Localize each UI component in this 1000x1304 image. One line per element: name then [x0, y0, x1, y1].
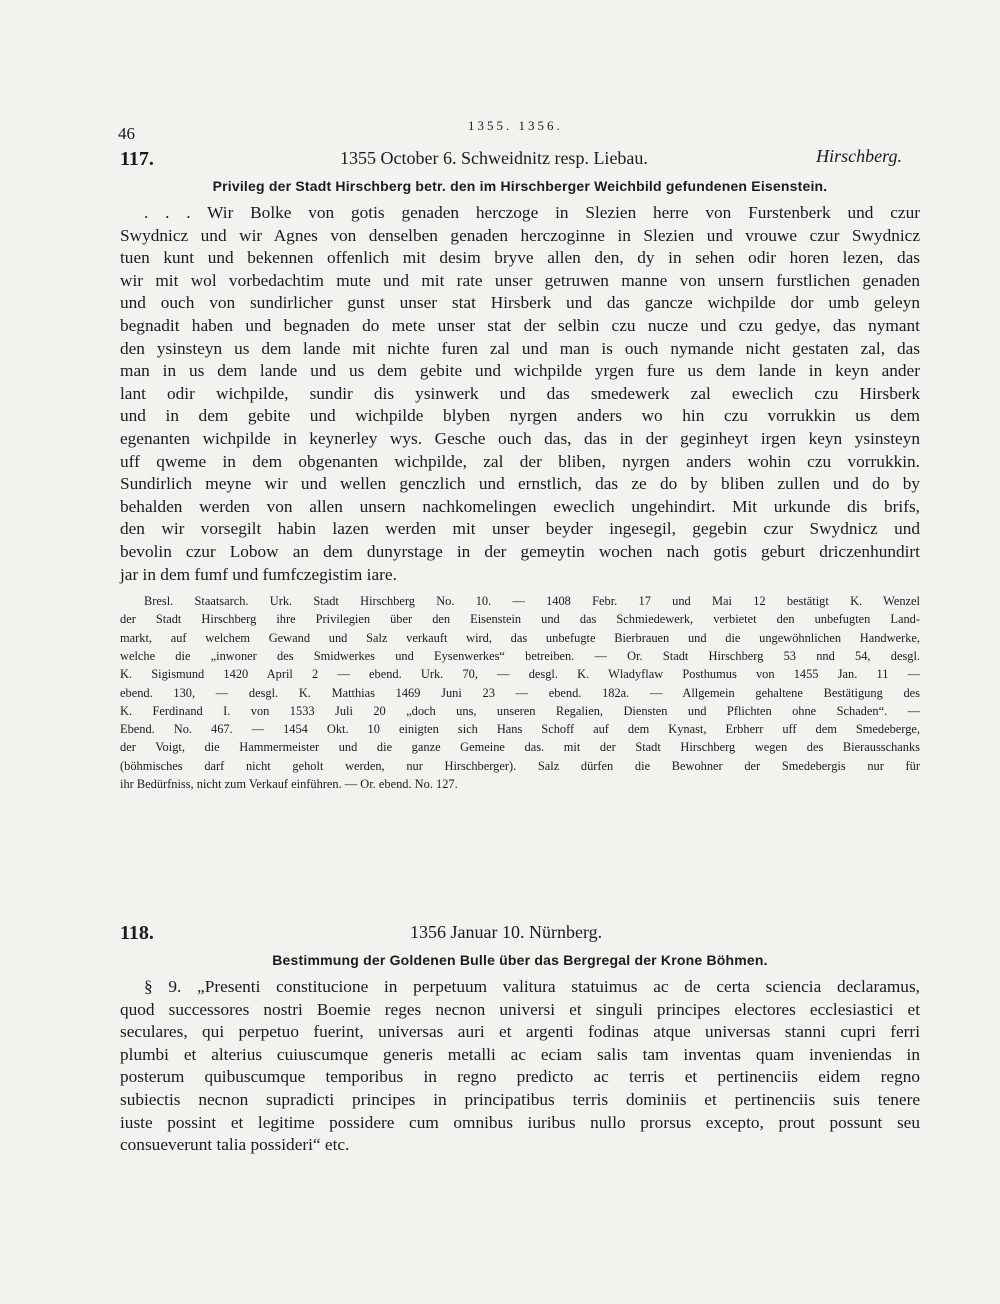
body-line: den wir vorsegilt habin lazen werden mit unser beyder ingesegil, gegebin czur Swydnicz und	[120, 519, 920, 539]
document-place: Hirschberg.	[816, 146, 902, 166]
document-number: 118.	[120, 922, 154, 944]
body-line: uff qweme in dem obgenanten wichpilde, zal der bliben, nyrgen anders wohin czu vorrukkin.	[120, 451, 920, 471]
body-line: und ouch von sundirlicher gunst unser stat Hirsberk und das gancze wichpilde dor umb geleyn	[120, 293, 920, 313]
body-line: und in dem gebite und wichpilde blyben nyrgen anders wo hin czu vorrukkin us dem	[120, 406, 920, 426]
document-117	[120, 146, 920, 793]
body-line: plumbi et alterius cuiuscumque generis metalli ac eciam salis tam inventas quam inveniendas in	[120, 1044, 920, 1064]
body-line: iuste possint et legitime possidere cum omnibus iuribus nullo prorsus excepto, prout possunt seu	[120, 1112, 920, 1132]
document-118	[120, 920, 920, 1157]
body-line: tuen kunt und bekennen offenlich mit desim bryve allen den, dy in sehen odir horen lezen, das	[120, 248, 920, 268]
body-line: . . . Wir Bolke von gotis genaden herczoge in Slezien herre von Furstenberk und czur	[144, 203, 920, 222]
body-line: bevolin czur Lobow an dem dunyrstage in der gemeytin wochen nach gotis geburt driczenhundirt	[120, 541, 920, 561]
running-head	[118, 118, 908, 148]
note-line: Bresl. Staatsarch. Urk. Stadt Hirschberg No. 10. — 1408 Febr. 17 und Mai 12 bestätigt K. Wenzel	[144, 594, 920, 609]
document-body	[120, 976, 920, 1157]
document-header	[120, 920, 920, 950]
document-header	[120, 146, 920, 176]
body-line: consueverunt talia possideri“ etc.	[120, 1135, 350, 1155]
body-line: behalden werden von allen unsern nachkomelingen eweclich ungehindirt. Mit urkunde dis brifs,	[120, 496, 920, 516]
source-notes	[120, 592, 920, 793]
note-line: markt, auf welchem Gewand und Salz verkauft wird, das unbefugte Bierbrauen und die ungewöhnlichen Handwerke,	[120, 630, 920, 645]
document-number: 117.	[120, 148, 154, 170]
body-line: man in us dem lande und us dem gebite und wichpilde yrgen fure us dem lande in keyn ander	[120, 361, 920, 381]
body-line: seculares, qui perpetuo fuerint, universas auri et argenti fodinas atque universas stanni cupri ferri	[120, 1022, 920, 1042]
note-line: K. Sigismund 1420 April 2 — ebend. Urk. 70, — desgl. K. Wladyflaw Posthumus von 1455 Jan. 11 —	[120, 667, 920, 682]
document-body	[120, 202, 920, 586]
page-number: 46	[118, 124, 135, 143]
body-line: jar in dem fumf und fumfczegistim iare.	[120, 564, 397, 584]
body-line: lant odir wichpilde, sundir dis ysinwerk und das smedewerk zal eweclich czu Hirsberk	[120, 383, 920, 403]
note-line: der Stadt Hirschberg ihre Privilegien über den Eisenstein und das Schmiedewerk, verbietet den unbefugten Land-	[120, 612, 920, 627]
running-head-years: 1355. 1356.	[468, 118, 563, 133]
body-line: begnadit haben und begnaden do mete unser stat der selbin czu nucze und czu gedye, das nymant	[120, 315, 920, 335]
note-line: Ebend. No. 467. — 1454 Okt. 10 einigten sich Hans Schoff auf dem Kynast, Erbherr uff dem Smedeberge,	[120, 722, 920, 737]
body-line: posterum quibuscumque temporibus in regno predicto ac terris et pertinenciis eidem regno	[120, 1067, 920, 1087]
body-line: den ysinsteyn us dem lande mit nichte furen zal und man is ouch nymande nicht gestaten zal, das	[120, 338, 920, 358]
body-line: Sundirlich meyne wir und wellen genczlich und ernstlich, das ze do by bliben zullen und do by	[120, 474, 920, 494]
note-line: K. Ferdinand I. von 1533 Juli 20 „doch uns, unseren Regalien, Diensten und Pflichten ohne Schaden“. —	[120, 703, 920, 718]
body-line: egenanten wichpilde in keynerley wys. Gesche ouch das, das in der geginheyt irgen keyn ysinsteyn	[120, 428, 920, 448]
document-date: 1356 Januar 10. Nürnberg.	[410, 922, 603, 942]
note-line: der Voigt, die Hammermeister und die ganze Gemeine das. mit der Stadt Hirschberg wegen des Bierausschanks	[120, 740, 920, 755]
document-date: 1355 October 6. Schweidnitz resp. Liebau.	[340, 148, 648, 168]
body-line: quod successores nostri Boemie reges necnon universi et singuli principes electores ecclesiastici et	[120, 999, 920, 1019]
note-line: ebend. 130, — desgl. K. Matthias 1469 Juni 23 — ebend. 182a. — Allgemein gehaltene Bestätigung des	[120, 685, 920, 700]
document-title: Privileg der Stadt Hirschberg betr. den im Hirschberger Weichbild gefundenen Eisenstein.	[212, 178, 828, 194]
body-line: § 9. „Presenti constitucione in perpetuum valitura statuimus ac de certa sciencia declaramus,	[144, 977, 920, 996]
body-line: Swydnicz und wir Agnes von denselben genaden herczoginne in Slezien und vrouwe czur Swydnicz	[120, 225, 920, 245]
body-line: wir mit wol vorbedachtim mute und mit rate unser getruwen manne von unsern furstlichen genaden	[120, 270, 920, 290]
note-line: welche die „inwoner des Smidwerkes und Eysenwerkes“ betreiben. — Or. Stadt Hirschberg 53 nnd 54, desgl.	[120, 648, 920, 663]
note-line: (böhmisches darf nicht geholt werden, nur Hirschberger). Salz dürfen die Bewohner der Smedebergis nur für	[120, 758, 920, 773]
note-line: ihr Bedürfniss, nicht zum Verkauf einführen. — Or. ebend. No. 127.	[120, 777, 458, 792]
body-line: subiectis necnon supradicti principes in principatibus terris dominiis et pertinenciis suis tenere	[120, 1089, 920, 1109]
document-title: Bestimmung der Goldenen Bulle über das Bergregal der Krone Böhmen.	[272, 952, 768, 968]
